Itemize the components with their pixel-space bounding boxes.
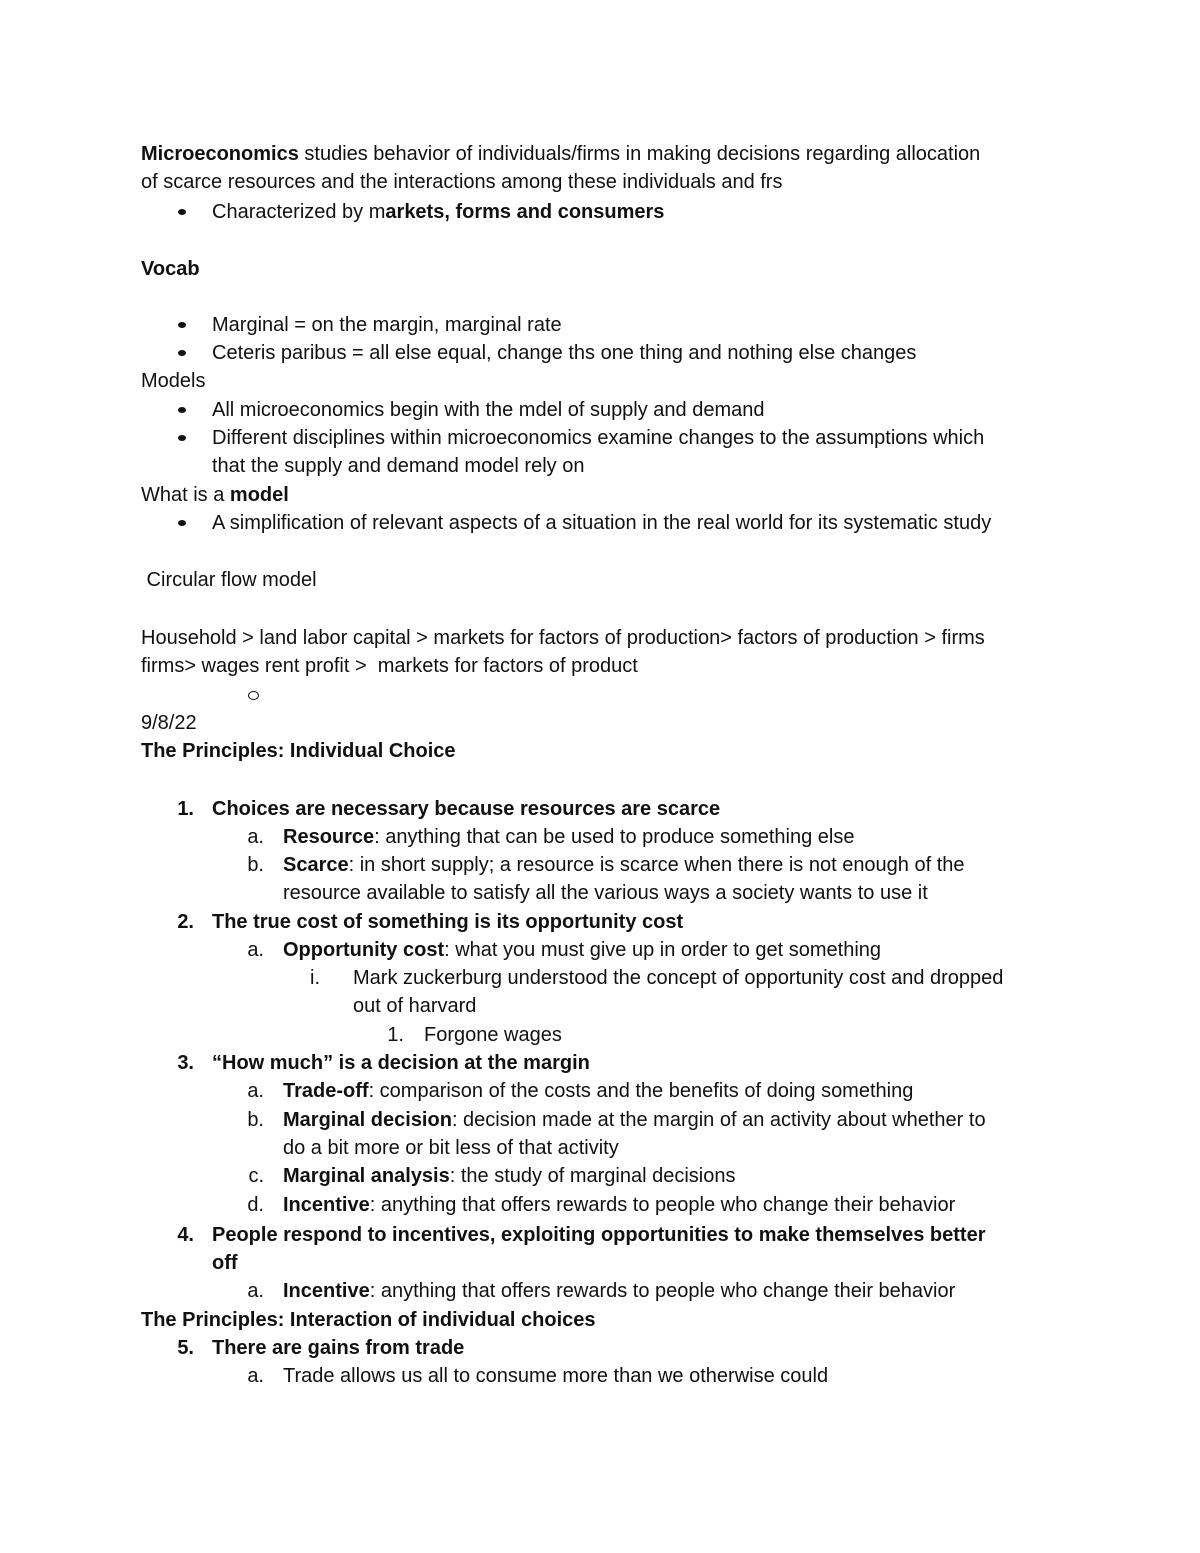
- principle-3b-cont: do a bit more or bit less of that activity: [283, 1137, 619, 1159]
- principle-4-title-cont: off: [212, 1252, 238, 1274]
- vocab-item: Ceteris paribus = all else equal, change ths one thing and nothing else changes: [212, 342, 917, 364]
- principle-3-title: “How much” is a decision at the margin: [212, 1052, 590, 1074]
- principle-3b: [283, 1106, 986, 1134]
- list-letter: c.: [248, 1165, 264, 1187]
- list-letter: b.: [247, 1109, 264, 1131]
- circular-flow-line-2: firms> wages rent profit > markets for factors of product: [141, 655, 638, 677]
- principle-1b: [283, 851, 965, 879]
- principle-1b-cont: resource available to satisfy all the various ways a society wants to use it: [283, 882, 928, 904]
- definition: : comparison of the costs and the benefits of doing something: [368, 1080, 914, 1102]
- list-letter: d.: [247, 1194, 264, 1216]
- circular-flow-heading: Circular flow model: [141, 569, 317, 591]
- term: Marginal decision: [283, 1109, 452, 1131]
- term: Marginal analysis: [283, 1165, 450, 1187]
- intro-bullet-bold: arkets, forms and consumers: [385, 201, 665, 223]
- intro-bullet-plain: Characterized by m: [212, 201, 386, 223]
- list-letter: b.: [247, 854, 264, 876]
- models-item-1: All microeconomics begin with the mdel of supply and demand: [212, 399, 765, 421]
- term: Incentive: [283, 1280, 370, 1302]
- model-definition: A simplification of relevant aspects of a situation in the real world for its systematic study: [212, 512, 992, 534]
- definition: : in short supply; a resource is scarce when there is not enough of the: [348, 854, 965, 876]
- principle-5-title: There are gains from trade: [212, 1337, 465, 1359]
- definition: : anything that offers rewards to people who change their behavior: [369, 1194, 956, 1216]
- principle-1a: [283, 823, 854, 851]
- principle-4-title: People respond to incentives, exploiting opportunities to make themselves better: [212, 1224, 986, 1246]
- principle-5a: Trade allows us all to consume more than we otherwise could: [283, 1365, 829, 1387]
- definition: : what you must give up in order to get something: [444, 939, 882, 961]
- principle-3d: [283, 1191, 955, 1219]
- list-number: 1.: [387, 1024, 404, 1046]
- principle-2a: [283, 936, 881, 964]
- principle-2-title: The true cost of something is its opportunity cost: [212, 911, 684, 933]
- intro-line-2: of scarce resources and the interactions among these individuals and frs: [141, 171, 783, 193]
- principle-2a-i-1: Forgone wages: [424, 1024, 562, 1046]
- principle-1-title: Choices are necessary because resources are scarce: [212, 798, 721, 820]
- list-roman: i.: [310, 967, 320, 989]
- principles-individual-heading: The Principles: Individual Choice: [141, 740, 456, 762]
- term: Incentive: [283, 1194, 370, 1216]
- intro-line-1: [141, 140, 980, 168]
- list-letter: a.: [247, 1280, 264, 1302]
- hollow-bullet-icon: [248, 691, 259, 700]
- term: Resource: [283, 826, 375, 848]
- date: 9/8/22: [141, 712, 197, 734]
- list-number: 3.: [177, 1052, 194, 1074]
- what-model-plain: What is a: [141, 484, 230, 506]
- definition: : the study of marginal decisions: [449, 1165, 736, 1187]
- bullet-icon: [178, 520, 186, 526]
- list-number: 4.: [177, 1224, 194, 1246]
- circular-flow-line-1: Household > land labor capital > markets for factors of production> factors of production > firms: [141, 627, 985, 649]
- definition: : anything that offers rewards to people who change their behavior: [369, 1280, 956, 1302]
- models-item-2: Different disciplines within microeconomics examine changes to the assumptions which: [212, 427, 985, 449]
- list-letter: a.: [247, 826, 264, 848]
- bullet-icon: [178, 322, 186, 328]
- list-number: 2.: [177, 911, 194, 933]
- term: Trade-off: [283, 1080, 369, 1102]
- principle-3a: [283, 1077, 913, 1105]
- principle-2a-i: Mark zuckerburg understood the concept of opportunity cost and dropped: [353, 967, 1004, 989]
- principle-3c: [283, 1162, 735, 1190]
- list-number: 5.: [177, 1337, 194, 1359]
- principles-interaction-heading: The Principles: Interaction of individual choices: [141, 1309, 596, 1331]
- list-letter: a.: [247, 1080, 264, 1102]
- bullet-icon: [178, 209, 186, 215]
- intro-term: Microeconomics: [141, 143, 299, 165]
- what-is-model: [141, 481, 289, 509]
- bullet-icon: [178, 435, 186, 441]
- principle-4a: [283, 1277, 955, 1305]
- term: Scarce: [283, 854, 349, 876]
- definition: : decision made at the margin of an activity about whether to: [451, 1109, 986, 1131]
- principle-2a-i-cont: out of harvard: [353, 995, 477, 1017]
- intro-text-1: studies behavior of individuals/firms in making decisions regarding allocation: [298, 143, 981, 165]
- bullet-icon: [178, 407, 186, 413]
- intro-bullet: [212, 198, 664, 226]
- definition: : anything that can be used to produce something else: [374, 826, 855, 848]
- what-model-bold: model: [229, 484, 289, 506]
- list-letter: a.: [247, 1365, 264, 1387]
- models-item-2-cont: that the supply and demand model rely on: [212, 455, 585, 477]
- vocab-heading: Vocab: [141, 258, 200, 280]
- list-letter: a.: [247, 939, 264, 961]
- list-number: 1.: [177, 798, 194, 820]
- term: Opportunity cost: [283, 939, 445, 961]
- vocab-item: Marginal = on the margin, marginal rate: [212, 314, 562, 336]
- models-heading: Models: [141, 370, 206, 392]
- bullet-icon: [178, 350, 186, 356]
